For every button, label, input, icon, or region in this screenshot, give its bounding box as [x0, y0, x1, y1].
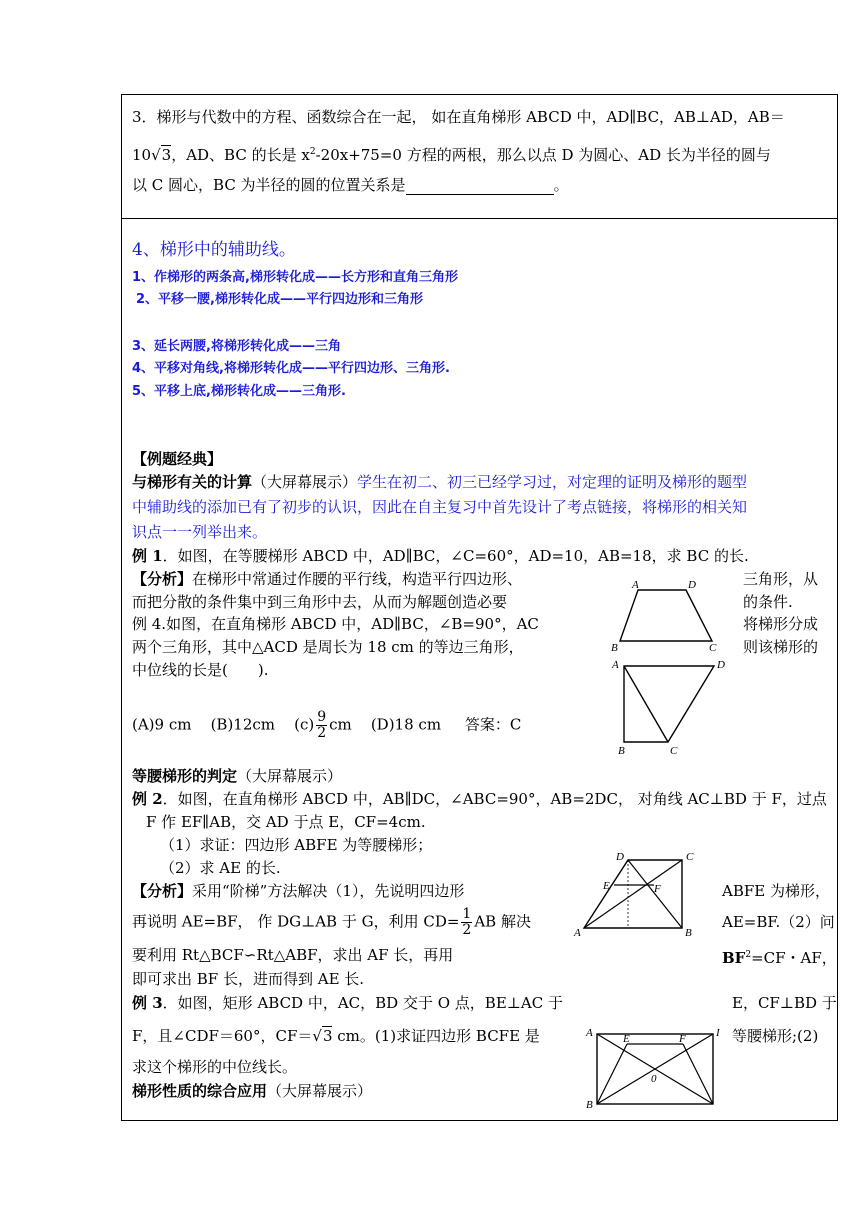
- ex4-line3: 中位线的长是( ).: [132, 661, 269, 679]
- table-row-divider: [121, 218, 838, 219]
- fig1-label-a: A: [632, 579, 639, 591]
- aux-item-2: 2、平移一腰,梯形转化成——平行四边形和三角形: [136, 292, 423, 307]
- fig2-label-c: C: [670, 745, 678, 756]
- fraction-1-2: $\frac{1}{2}$: [462, 906, 472, 938]
- ex3-line2-right: 等腰梯形;(2): [732, 1027, 819, 1045]
- calc-line1: 与梯形有关的计算（大屏幕展示）学生在初二、初三已经学习过，对定理的证明及梯形的题型: [132, 473, 748, 491]
- q3-line1: 3．梯形与代数中的方程、函数综合在一起， 如在直角梯形 ABCD 中，AD∥BC，AB⊥AD，AB＝: [132, 108, 785, 126]
- aux-item-5: 5、平移上底,梯形转化成——三角形.: [132, 384, 346, 399]
- q3-coef: 10: [132, 146, 152, 164]
- fig3-label-c: C: [686, 851, 694, 863]
- aux-heading: 4、梯形中的辅助线。: [132, 240, 296, 260]
- q3-line3: 以 C 圆心，BC 为半径的圆的位置关系是 。: [132, 176, 569, 194]
- ex4-line2-right: 则该梯形的: [743, 638, 819, 656]
- analysis2-line4: 即可求出 BF 长，进而得到 AE 长.: [132, 970, 365, 988]
- diagonal-ac: [584, 860, 682, 928]
- analysis1-line2-right: 的条件.: [743, 593, 793, 611]
- analysis1-line2: 而把分散的条件集中到三角形中去，从而为解题创造必要: [132, 593, 508, 611]
- analysis2-line1-right: ABFE 为梯形，: [722, 882, 830, 900]
- fig2-label-b: B: [618, 745, 625, 756]
- fig3-label-e: E: [603, 880, 610, 892]
- ex3-line2: F，且∠CDF＝60°，CF＝√3 cm。(1)求证四边形 BCFE 是: [132, 1027, 540, 1045]
- calc-line3: 识点一一列举出来。: [132, 523, 268, 541]
- fig4-label-a: A: [586, 1027, 593, 1039]
- fig4-label-f: F: [679, 1033, 686, 1045]
- right-trapezoid-shape: [624, 666, 714, 742]
- ex3-line1-right: E，CF⊥BD 于: [732, 994, 837, 1012]
- fig2-label-a: A: [612, 659, 619, 671]
- figure-right-trapezoid: [610, 656, 730, 756]
- fig3-label-b: B: [685, 927, 692, 939]
- judge-title: 等腰梯形的判定（大屏幕展示）: [132, 767, 343, 785]
- ex2-q1: （1）求证：四边形 ABFE 为等腰梯形；: [160, 836, 433, 854]
- fig1-label-b: B: [611, 642, 618, 654]
- analysis2-line3-right: $BF^2=CF$・AF，: [722, 949, 837, 967]
- analysis1-line1: 【分析】在梯形中常通过作腰的平行线，构造平行四边形、: [132, 570, 523, 588]
- ex3-line1: 例 3．如图，矩形 ABCD 中，AC，BD 交于 O 点，BE⊥AC 于: [132, 994, 563, 1012]
- fig2-label-d: D: [717, 659, 725, 671]
- q3-line2: 10√3，AD、BC 的长是 $x^2-20x+75=0$ 方程的两根，那么以点 D 为圆心、AD 长为半径的圆与: [132, 146, 771, 164]
- analysis2-line2-right: AE=BF.（2）问: [722, 913, 835, 931]
- ex3-sqrt: √3: [312, 1027, 333, 1045]
- q3-sqrt: √3: [151, 146, 172, 164]
- aux-item-4: 4、平移对角线,将梯形转化成——平行四边形、三角形.: [132, 361, 450, 376]
- fig1-label-c: C: [709, 642, 717, 654]
- ex2-q2: （2）求 AE 的长.: [160, 859, 281, 877]
- ex4-line1: 例 4.如图，在直角梯形 ABCD 中，AD∥BC，∠B=90°，AC: [132, 615, 539, 633]
- fig3-label-a: A: [574, 927, 581, 939]
- analysis2-line1: 【分析】采用“阶梯”方法解决（1），先说明四边形: [132, 882, 465, 900]
- ex4-line1-right: 将梯形分成: [743, 615, 819, 633]
- ex2-line2: F 作 EF∥AB，交 AD 于点 E，CF=4cm.: [146, 813, 426, 831]
- apply-title: 梯形性质的综合应用（大屏幕展示）: [132, 1082, 373, 1100]
- ex2-line1: 例 2．如图，在直角梯形 ABCD 中，AB∥DC，∠ABC=90°，AB=2DC， 对角线 AC⊥BD 于 F，过点: [132, 790, 827, 808]
- fig3-label-d: D: [616, 851, 624, 863]
- calc-line2: 中辅助线的添加已有了初步的认识，因此在自主复习中首先设计了考点链接，将梯形的相关知: [132, 498, 748, 516]
- figure-rectangle-diagonals: [583, 1022, 723, 1108]
- analysis1-right: 三角形，从: [743, 570, 819, 588]
- figure-trapezoid-abcd-ef: [570, 848, 700, 940]
- fig3-label-f: F: [654, 883, 661, 895]
- ex4-line2: 两个三角形，其中△ACD 是周长为 18 cm 的等边三角形，: [132, 638, 524, 656]
- figure-isosceles-trapezoid: [608, 578, 728, 654]
- trapezoid-shape: [620, 590, 712, 641]
- fig4-label-e: E: [623, 1033, 630, 1045]
- examples-heading: 【例题经典】: [132, 450, 223, 468]
- fraction-9-2: $\frac{9}{2}$: [317, 709, 327, 741]
- ex4-options: (A)9 cm (B)12cm (c) $\frac{9}{2}$ cm (D)18 cm 答案：C: [132, 709, 522, 741]
- fig4-label-i: I: [716, 1027, 720, 1039]
- fig4-label-o: 0: [651, 1073, 657, 1085]
- diagonal-ac: [624, 666, 668, 742]
- ex3-line3: 求这个梯形的中位线长。: [132, 1058, 298, 1076]
- analysis2-line2: 再说明 AE=BF， 作 DG⊥AB 于 G，利用 CD= $\frac{1}{2}$ AB 解决: [132, 906, 531, 938]
- ex1: 例 1．如图，在等腰梯形 ABCD 中，AD∥BC，∠C=60°，AD=10，AB=18，求 BC 的长.: [132, 547, 749, 565]
- fig4-label-b: B: [586, 1099, 593, 1108]
- aux-item-1: 1、作梯形的两条高,梯形转化成——长方形和直角三角形: [132, 270, 458, 285]
- answer-blank: [406, 178, 554, 195]
- analysis2-line3: 要利用 Rt△BCF∽Rt△ABF，求出 AF 长，再用: [132, 946, 454, 964]
- fig1-label-d: D: [688, 579, 696, 591]
- aux-item-3: 3、延长两腰,将梯形转化成——三角: [132, 339, 341, 354]
